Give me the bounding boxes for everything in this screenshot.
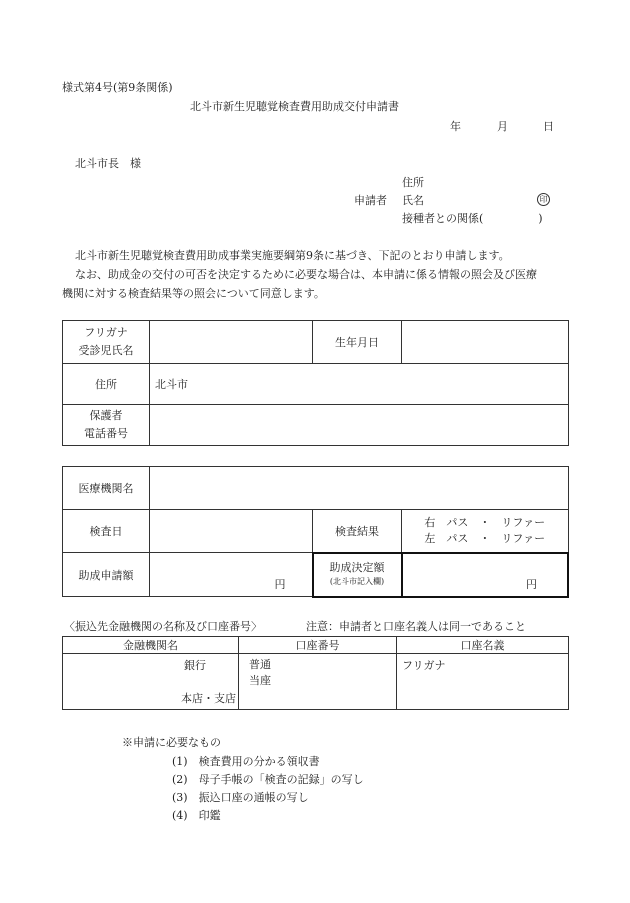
guardian-label: 保護者 [89,409,123,422]
paragraph-1: 北斗市新生児聴覚検査費用助成事業実施要綱第9条に基づき、下記のとおり申請します。 [75,249,510,262]
requirement-item-3: (3) 振込口座の通帳の写し [172,791,309,804]
address-field[interactable]: 北斗市 [150,364,569,405]
requirements-heading: ※申請に必要なもの [122,736,221,749]
account-holder-field[interactable]: フリガナ [397,654,569,710]
exam-date-label: 検査日 [63,510,150,553]
institution-label: 医療機関名 [63,467,150,510]
decided-amount-label: 助成決定額 [329,560,385,574]
decided-amount-note: (北斗市記入欄) [329,576,385,586]
date-month-label: 月 [497,120,508,133]
account-type-ordinary[interactable]: 普通 [249,658,271,671]
guardian-phone-header [63,405,150,446]
applicant-role-label: 申請者 [354,194,387,207]
account-number-field[interactable] [239,654,397,710]
request-amount-field[interactable]: 円 [150,553,313,597]
institution-field[interactable] [150,467,569,510]
col-account-number-header: 口座番号 [239,637,397,654]
child-info-table [62,320,569,446]
requirement-item-4: (4) 印鑑 [172,809,221,822]
applicant-address-label: 住所 [402,176,424,189]
paragraph-2-line-2: 機関に対する検査結果等の照会について同意します。 [62,287,325,300]
decided-amount-header [313,553,402,597]
applicant-relation-label: 接種者との関係( ) [402,212,543,225]
bank-suffix: 銀行 [184,659,206,672]
bank-institution-field[interactable] [63,654,239,710]
account-type-current[interactable]: 当座 [249,674,271,687]
guardian-phone-field[interactable] [150,405,569,446]
child-name-label: 受診児氏名 [78,344,134,357]
result-left: 左 パス ・ リファー [424,531,546,545]
requirement-item-2: (2) 母子手帳の「検査の記録」の写し [172,773,364,786]
result-right: 右 パス ・ リファー [424,515,546,529]
phone-label: 電話番号 [84,427,128,440]
child-name-field[interactable] [150,321,313,364]
child-name-header [63,321,150,364]
furigana-label: フリガナ [84,326,128,339]
decided-amount-field[interactable]: 円 [402,553,569,597]
col-account-holder-header: 口座名義 [397,637,569,654]
exam-date-field[interactable] [150,510,313,553]
addressee: 北斗市長 様 [75,157,141,170]
bank-heading: 〈振込先金融機関の名称及び口座番号〉 [64,620,262,633]
document-title: 北斗市新生児聴覚検査費用助成交付申請書 [190,100,399,113]
seal-mark: 印 [537,193,550,206]
bank-table [62,636,569,710]
col-institution-header: 金融機関名 [63,637,239,654]
form-number: 様式第4号(第9条関係) [62,81,173,94]
date-year-label: 年 [450,120,461,133]
birthdate-label: 生年月日 [313,321,402,364]
paragraph-2-line-1: なお、助成金の交付の可否を決定するために必要な場合は、本申請に係る情報の照会及び医療 [75,268,537,281]
bank-notice: 注意：申請者と口座名義人は同一であること [306,620,526,633]
requirement-item-1: (1) 検査費用の分かる領収書 [172,755,320,768]
result-options[interactable] [402,510,569,553]
result-label: 検査結果 [313,510,402,553]
exam-info-table [62,466,569,598]
branch-suffix: 本店・支店 [181,692,236,705]
birthdate-field[interactable] [402,321,569,364]
request-amount-label: 助成申請額 [63,553,150,597]
applicant-name-label: 氏名 [402,194,424,207]
address-label: 住所 [63,364,150,405]
date-day-label: 日 [543,120,554,133]
